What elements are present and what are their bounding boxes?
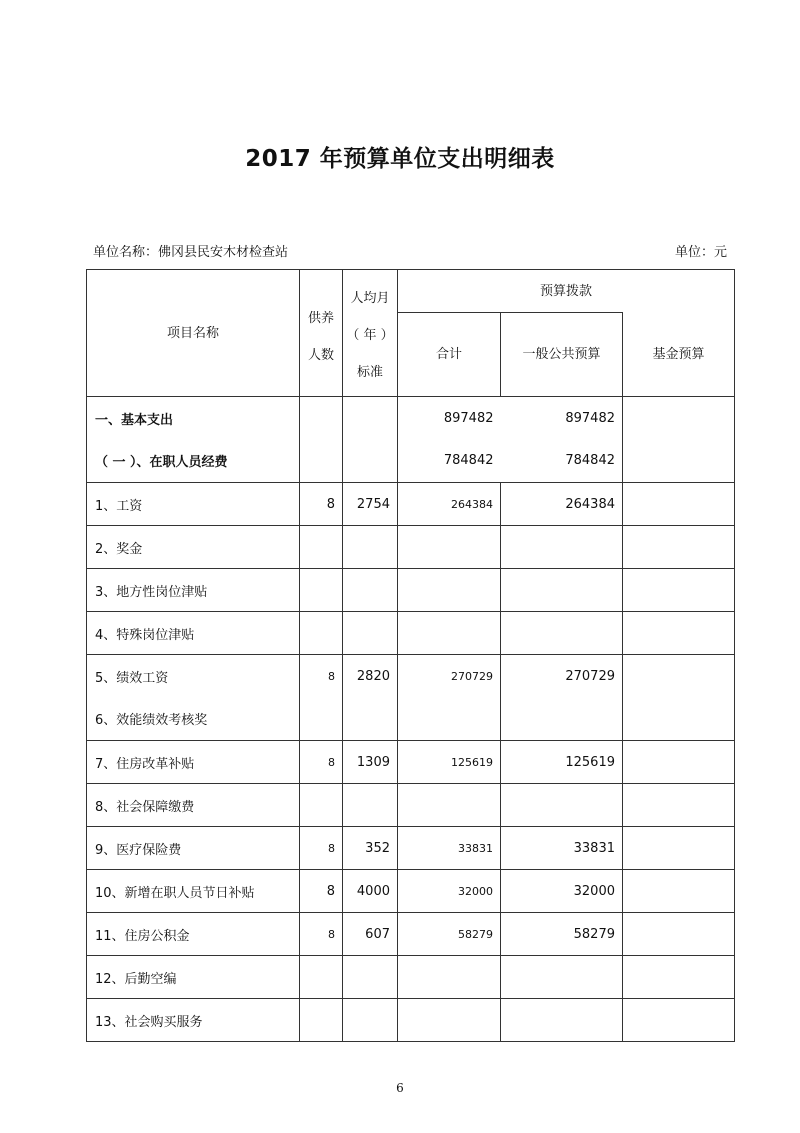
row-item-name: 2、奖金 (87, 526, 300, 569)
row-item-name: 5、绩效工资 (87, 655, 300, 698)
row-persons (300, 784, 343, 827)
row-item-name: 13、社会购买服务 (87, 999, 300, 1042)
page-number: 6 (396, 1081, 404, 1095)
table-row (87, 999, 735, 1042)
row-item-name: 6、效能绩效考核奖 (87, 698, 300, 741)
header-item-name (87, 270, 300, 397)
header-supported-persons-line2: 人数 (307, 348, 334, 363)
row-total: 32000 (398, 870, 501, 913)
table-row (87, 440, 735, 483)
row-fund-budget (623, 999, 735, 1042)
header-general-public-label: 一般公共预算 (522, 347, 601, 363)
currency-unit-label: 单位：元 (674, 245, 727, 260)
row-persons: 8 (300, 483, 343, 526)
row-general-budget (501, 999, 623, 1042)
row-item-name: 1、工资 (87, 483, 300, 526)
header-general-public-budget (501, 313, 623, 397)
row-general-budget: 125619 (501, 741, 623, 784)
header-total-label: 合计 (435, 347, 462, 363)
row-fund-budget (623, 569, 735, 612)
row-general-budget (501, 698, 623, 741)
row-standard (343, 698, 398, 741)
header-per-capita-standard (343, 270, 398, 397)
header-supported-persons-line1: 供养 (307, 311, 334, 326)
row-total: 784842 (398, 440, 501, 483)
row-general-budget: 32000 (501, 870, 623, 913)
table-row (87, 698, 735, 741)
row-fund-budget (623, 397, 735, 440)
row-total (398, 698, 501, 741)
row-item-name: 11、住房公积金 (87, 913, 300, 956)
table-row (87, 870, 735, 913)
table-row (87, 655, 735, 698)
row-standard (343, 569, 398, 612)
header-fund-budget (623, 313, 735, 397)
header-supported-persons (300, 270, 343, 397)
row-general-budget: 270729 (501, 655, 623, 698)
header-total (398, 313, 501, 397)
header-per-capita-line2: （ 年 ） (346, 327, 394, 343)
row-fund-budget (623, 784, 735, 827)
row-item-name: 4、特殊岗位津贴 (87, 612, 300, 655)
row-persons: 8 (300, 827, 343, 870)
row-standard (343, 440, 398, 483)
header-per-capita-line3: 标准 (356, 364, 383, 380)
row-persons (300, 612, 343, 655)
row-total: 58279 (398, 913, 501, 956)
row-total: 264384 (398, 483, 501, 526)
row-fund-budget (623, 483, 735, 526)
row-total (398, 784, 501, 827)
row-general-budget: 897482 (501, 397, 623, 440)
row-item-name: 一、基本支出 (87, 397, 300, 440)
row-persons: 8 (300, 870, 343, 913)
header-budget-allocation-label: 预算拨款 (539, 283, 592, 299)
table-row (87, 526, 735, 569)
table-row (87, 397, 735, 440)
row-fund-budget (623, 741, 735, 784)
row-standard: 4000 (343, 870, 398, 913)
row-item-name: 12、后勤空编 (87, 956, 300, 999)
row-total: 33831 (398, 827, 501, 870)
row-total: 125619 (398, 741, 501, 784)
row-persons (300, 526, 343, 569)
row-persons (300, 569, 343, 612)
table-row (87, 956, 735, 999)
row-fund-budget (623, 913, 735, 956)
row-total: 897482 (443, 410, 494, 426)
row-standard: 2820 (343, 655, 398, 698)
header-fund-budget-label: 基金预算 (652, 346, 705, 362)
row-item-name: 3、地方性岗位津贴 (87, 569, 300, 612)
row-general-budget: 784842 (501, 440, 623, 483)
row-item-name: （ 一 ）、在职人员经费 (87, 440, 300, 483)
row-fund-budget (623, 827, 735, 870)
table-row (87, 612, 735, 655)
row-persons (300, 999, 343, 1042)
row-general-budget (501, 784, 623, 827)
row-standard: 352 (343, 827, 398, 870)
row-general-budget (501, 569, 623, 612)
row-general-budget (501, 956, 623, 999)
row-persons (300, 698, 343, 741)
table-row (87, 784, 735, 827)
row-standard: 2754 (343, 483, 398, 526)
row-persons (300, 956, 343, 999)
header-budget-allocation (398, 270, 735, 313)
row-item-name: 7、住房改革补贴 (87, 741, 300, 784)
row-fund-budget (623, 655, 735, 698)
row-total (398, 612, 501, 655)
table-row (87, 827, 735, 870)
unit-name: 单位名称：佛冈县民安木材检查站 (93, 245, 289, 260)
row-general-budget: 33831 (501, 827, 623, 870)
row-general-budget (501, 526, 623, 569)
row-standard (343, 612, 398, 655)
row-fund-budget (623, 440, 735, 483)
row-standard: 607 (343, 913, 398, 956)
row-item-name: 8、社会保障缴费 (87, 784, 300, 827)
row-item-name: 9、医疗保险费 (87, 827, 300, 870)
row-general-budget: 264384 (501, 483, 623, 526)
row-total (398, 999, 501, 1042)
row-fund-budget (623, 956, 735, 999)
table-row (87, 569, 735, 612)
page-title: 2017 年预算单位支出明细表 (245, 146, 555, 172)
row-standard (343, 784, 398, 827)
row-fund-budget (623, 870, 735, 913)
row-persons: 8 (300, 913, 343, 956)
table-row (87, 741, 735, 784)
row-standard (343, 397, 398, 440)
row-total (398, 526, 501, 569)
row-item-name: 10、新增在职人员节日补贴 (87, 870, 300, 913)
row-total: 270729 (398, 655, 501, 698)
row-fund-budget (623, 612, 735, 655)
row-total (398, 956, 501, 999)
row-persons: 8 (300, 655, 343, 698)
budget-expenditure-table (86, 269, 735, 1042)
row-standard (343, 526, 398, 569)
row-standard (343, 999, 398, 1042)
header-item-name-label: 项目名称 (166, 325, 219, 341)
row-standard (343, 956, 398, 999)
table-row (87, 483, 735, 526)
row-persons: 8 (300, 741, 343, 784)
table-row (87, 913, 735, 956)
row-persons (300, 397, 343, 440)
row-fund-budget (623, 526, 735, 569)
row-fund-budget (623, 698, 735, 741)
row-general-budget: 58279 (501, 913, 623, 956)
row-total (398, 569, 501, 612)
row-general-budget (501, 612, 623, 655)
row-standard: 1309 (343, 741, 398, 784)
header-per-capita-line1: 人均月 (350, 290, 390, 306)
row-persons (300, 440, 343, 483)
